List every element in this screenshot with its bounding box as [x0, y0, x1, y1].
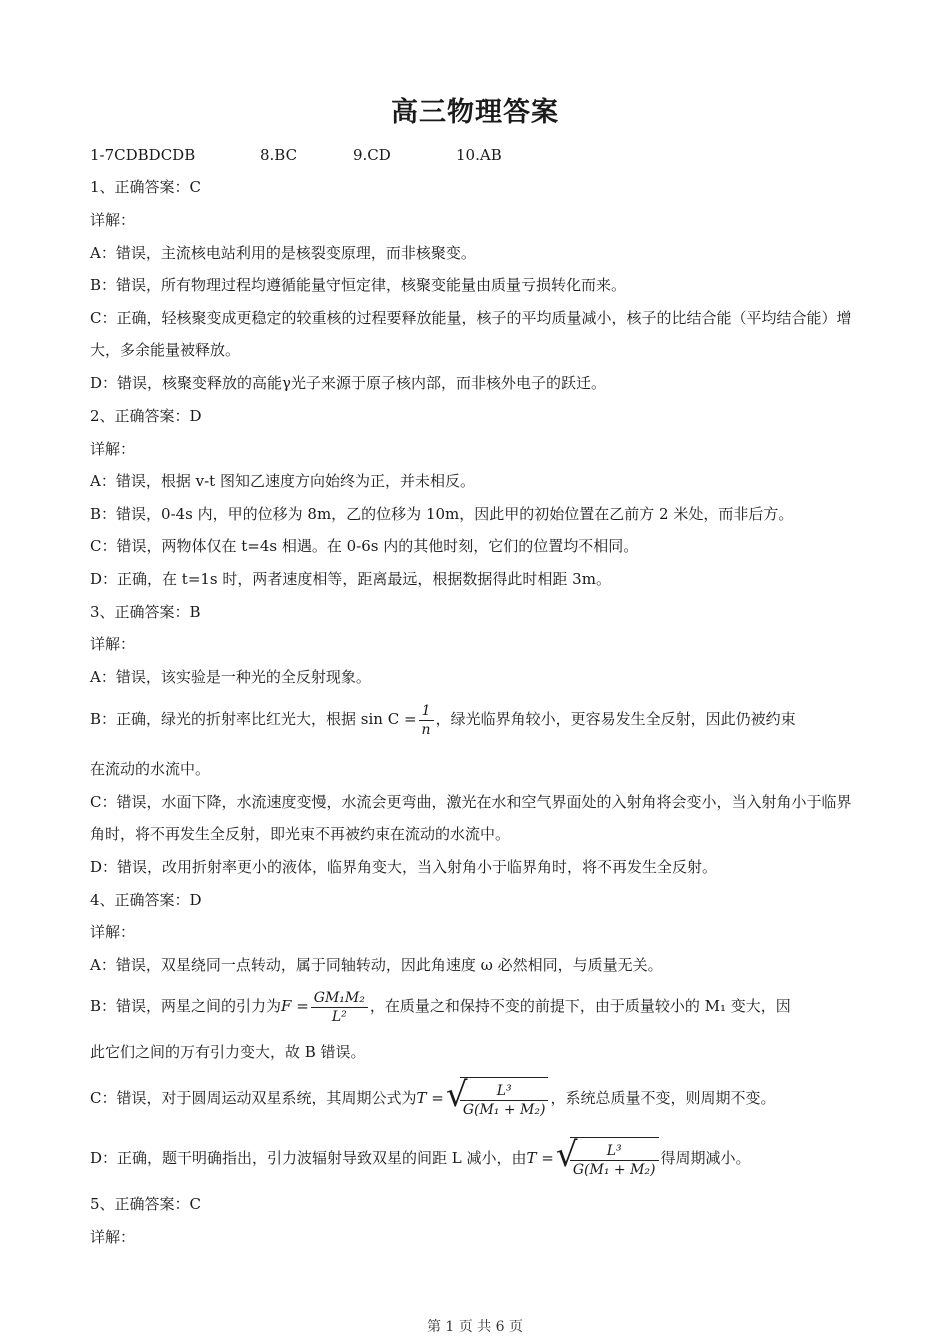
period-formula-sqrt: [555, 1134, 659, 1182]
q1-option-b: B：错误，所有物理过程均遵循能量守恒定律，核聚变能量由质量亏损转化而来。: [90, 276, 627, 294]
q3-detail-label: 详解：: [90, 635, 136, 653]
sqrt-radicand: [570, 1137, 659, 1182]
gravity-formula-fraction: [311, 989, 368, 1026]
q4-option-d-text-after: 得周期减小。: [660, 1149, 751, 1167]
q3-option-b-text-after: ，绿光临界角较小，更容易发生全反射，因此仍被约束: [435, 710, 796, 728]
summary-8: 8.BC: [260, 146, 298, 164]
q3-option-b-text: B：正确，绿光的折射率比红光大，根据 sin C =: [90, 710, 417, 728]
q4-option-a: A：错误，双星绕同一点转动，属于同轴转动，因此角速度 ω 必然相同，与质量无关。: [90, 956, 663, 974]
q4-option-b-text: B：错误，两星之间的引力为: [90, 997, 282, 1015]
q3-option-b: [90, 699, 865, 739]
q2-option-d: D：正确，在 t=1s 时，两者速度相等，距离最远，根据数据得此时相距 3m。: [90, 570, 611, 588]
q2-option-a: A：错误，根据 v-t 图知乙速度方向始终为正，并未相反。: [90, 472, 475, 490]
q4-option-b-text-after: ，在质量之和保持不变的前提下，由于质量较小的 M₁ 变大，因: [369, 997, 791, 1015]
summary-1-7: 1-7CDBDCDB: [90, 146, 196, 164]
q4-option-c-text: C：错误，对于圆周运动双星系统，其周期公式为: [90, 1089, 417, 1107]
period-formula-fraction: [460, 1082, 549, 1119]
fraction-numerator: L³: [460, 1082, 549, 1101]
q2-detail-label: 详解：: [90, 440, 136, 458]
q3-option-b-continued: 在流动的水流中。: [90, 760, 211, 778]
fraction-denominator: L²: [331, 1008, 347, 1025]
fraction-denominator: G(M₁ + M₂): [462, 1102, 546, 1118]
q1-detail-label: 详解：: [90, 211, 136, 229]
q4-answer: 4、正确答案：D: [90, 891, 202, 909]
q4-option-c: [90, 1076, 865, 1122]
q3-option-a: A：错误，该实验是一种光的全反射现象。: [90, 668, 371, 686]
fraction-numerator: 1: [419, 702, 434, 721]
q1-option-a: A：错误，主流核电站利用的是核裂变原理，而非核聚变。: [90, 244, 476, 262]
summary-9: 9.CD: [353, 146, 391, 164]
page-footer: 第 1 页 共 6 页: [426, 1319, 524, 1335]
q4-option-b-continued: 此它们之间的万有引力变大，故 B 错误。: [90, 1043, 366, 1061]
q5-answer: 5、正确答案：C: [90, 1195, 202, 1213]
q2-option-b: B：错误，0-4s 内，甲的位移为 8m，乙的位移为 10m，因此甲的初始位置在乙前方 2 米处，而非后方。: [90, 505, 794, 523]
period-formula-lhs: T =: [416, 1089, 444, 1107]
q1-option-d: D：错误，核聚变释放的高能γ光子来源于原子核内部，而非核外电子的跃迁。: [90, 374, 606, 392]
q5-detail-label: 详解：: [90, 1228, 136, 1246]
q1-answer: 1、正确答案：C: [90, 178, 202, 196]
q4-detail-label: 详解：: [90, 923, 136, 941]
q3-option-d: D：错误，改用折射率更小的液体，临界角变大，当入射角小于临界角时，将不再发生全反射。: [90, 858, 718, 876]
period-formula-sqrt: [445, 1074, 549, 1122]
fraction-denominator: n: [421, 721, 431, 738]
q4-option-c-text-after: ，系统总质量不变，则周期不变。: [550, 1089, 776, 1107]
q4-option-d-text: D：正确，题干明确指出，引力波辐射导致双星的间距 L 减小，由: [90, 1149, 527, 1167]
summary-10: 10.AB: [456, 146, 502, 164]
critical-angle-fraction: [419, 702, 434, 739]
fraction-numerator: GM₁M₂: [311, 989, 368, 1008]
period-formula-lhs: T =: [526, 1149, 554, 1167]
q4-option-b: [90, 986, 865, 1026]
page-title: 高三物理答案: [391, 97, 559, 128]
fraction-numerator: L³: [570, 1142, 659, 1161]
fraction-denominator: G(M₁ + M₂): [572, 1162, 656, 1178]
q2-answer: 2、正确答案：D: [90, 407, 202, 425]
q3-answer: 3、正确答案：B: [90, 603, 201, 621]
gravity-formula-lhs: F =: [281, 997, 309, 1015]
period-formula-fraction: [570, 1142, 659, 1179]
q1-option-c: C：正确，轻核聚变成更稳定的较重核的过程要释放能量，核子的平均质量减小，核子的比结合能（平均结合能）增大，多余能量被释放。: [90, 309, 852, 359]
sqrt-sign: √: [445, 1074, 468, 1115]
q4-option-d: [90, 1136, 865, 1182]
q3-option-c: C：错误，水面下降，水流速度变慢，水流会更弯曲，激光在水和空气界面处的入射角将会变小，当入射角小于临界角时，将不再发生全反射，即光束不再被约束在流动的水流中。: [90, 793, 852, 843]
q2-option-c: C：错误，两物体仅在 t=4s 相遇。在 0-6s 内的其他时刻，它们的位置均不相同。: [90, 537, 639, 555]
sqrt-sign: √: [555, 1134, 578, 1175]
sqrt-radicand: [460, 1077, 549, 1122]
